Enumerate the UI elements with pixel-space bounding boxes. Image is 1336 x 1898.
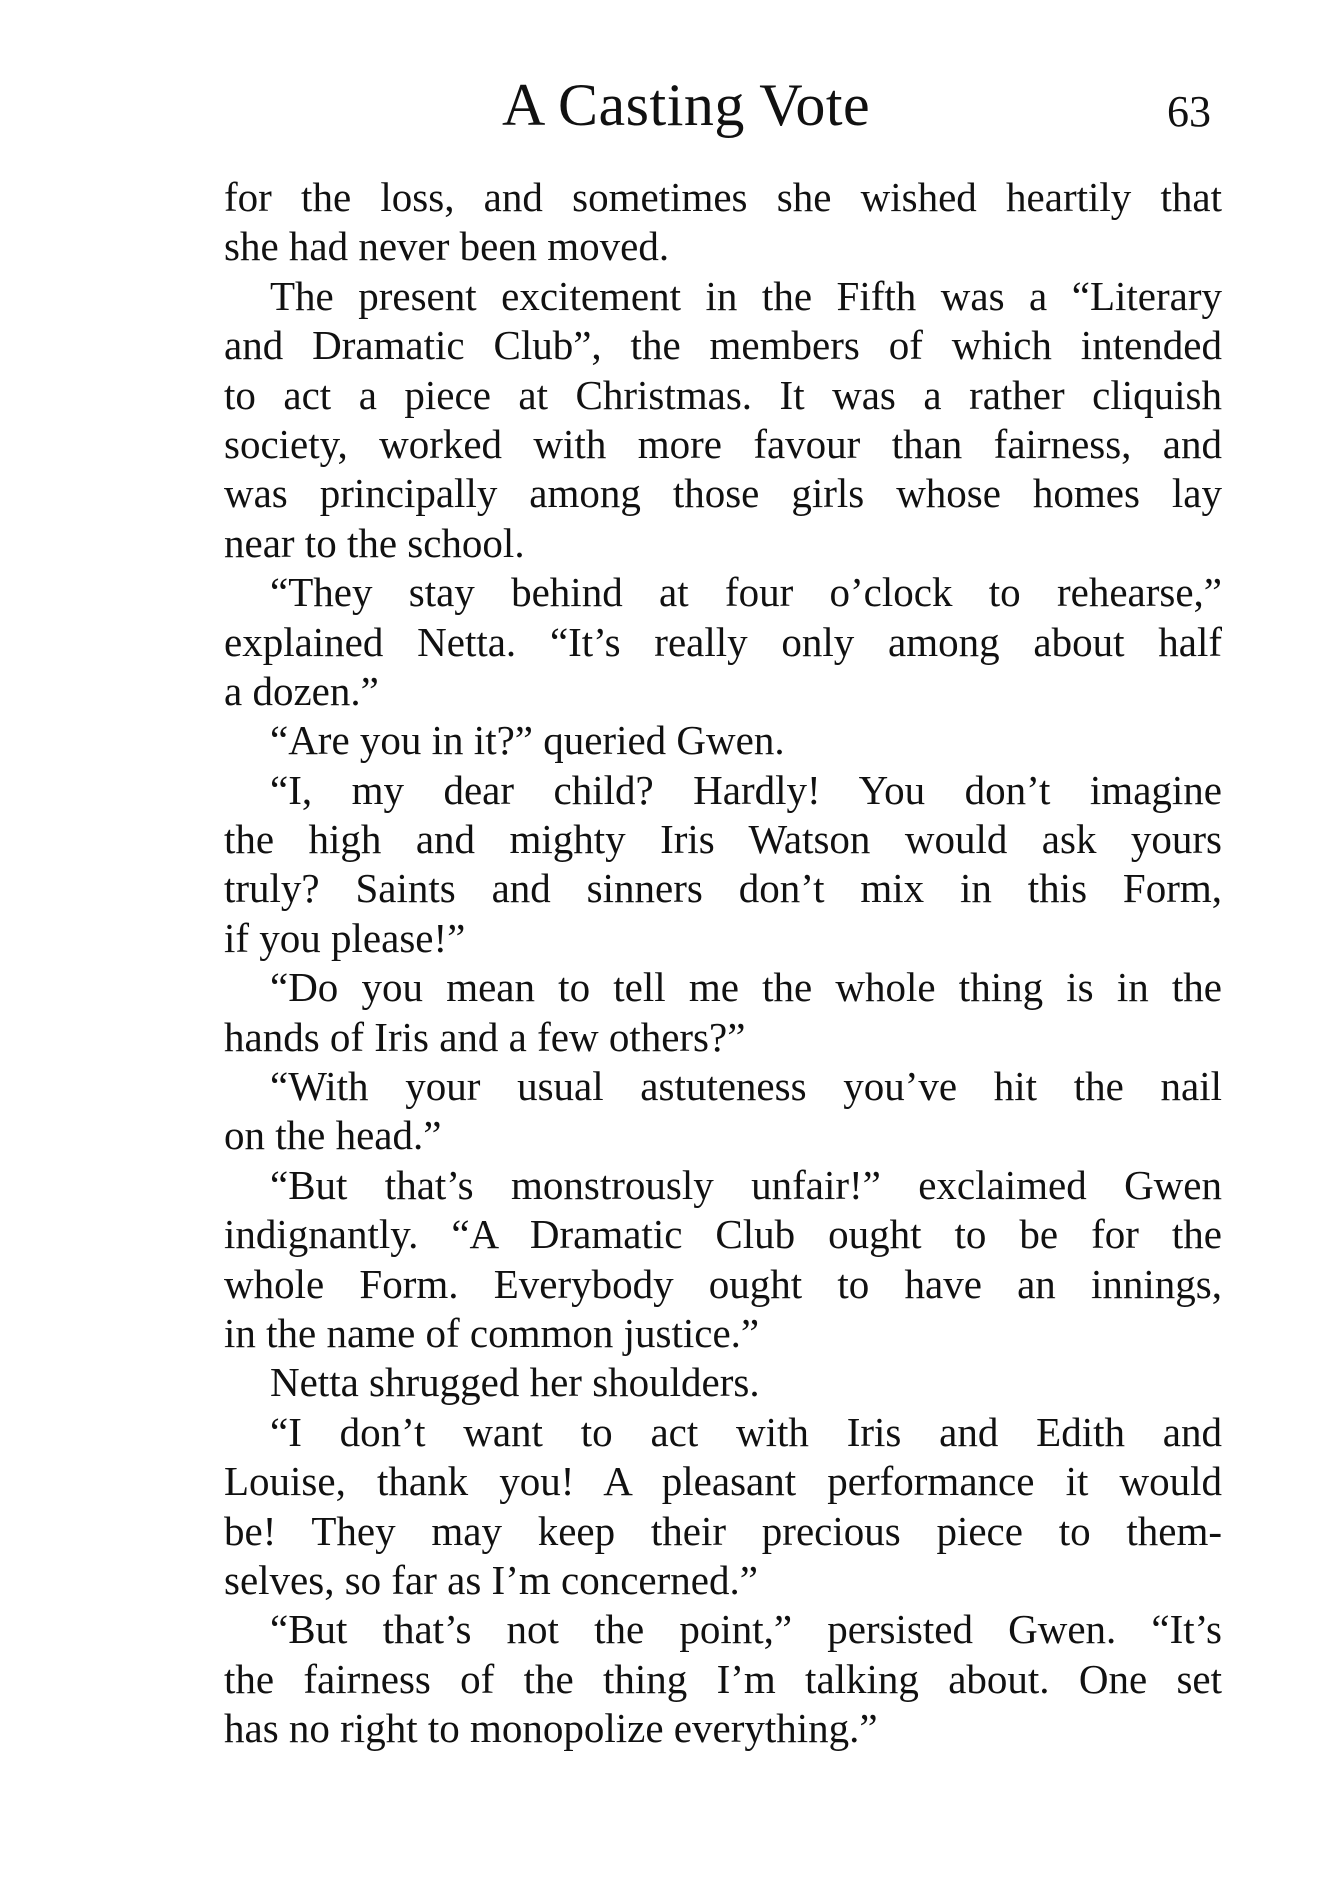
- text-line: Netta shrugged her shoulders.: [270, 1359, 760, 1406]
- text-line: explained Netta. “It’s really only among about half: [224, 618, 1222, 665]
- running-title: A Casting Vote: [502, 72, 871, 138]
- text-line: for the loss, and sometimes she wished heartily that: [224, 174, 1222, 220]
- text-line: selves, so far as I’m concerned.”: [224, 1556, 758, 1603]
- text-line: be! They may keep their precious piece to them-: [224, 1507, 1222, 1554]
- text-line: Louise, thank you! A pleasant performance it would: [224, 1458, 1222, 1505]
- text-line: “They stay behind at four o’clock to rehearse,”: [270, 569, 1222, 616]
- text-line: was principally among those girls whose homes lay: [224, 470, 1222, 517]
- text-line: in the name of common justice.”: [224, 1309, 760, 1356]
- text-line: “Are you in it?” queried Gwen.: [270, 717, 785, 764]
- text-line: indignantly. “A Dramatic Club ought to be for the: [224, 1211, 1222, 1258]
- text-line: the fairness of the thing I’m talking about. One set: [224, 1655, 1222, 1702]
- text-line: “But that’s not the point,” persisted Gwen. “It’s: [270, 1606, 1222, 1653]
- text-line: society, worked with more favour than fairness, and: [224, 420, 1222, 467]
- page-number: 63: [1167, 87, 1211, 136]
- text-line: truly? Saints and sinners don’t mix in this Form,: [224, 865, 1222, 912]
- text-line: “I, my dear child? Hardly! You don’t imagine: [270, 766, 1222, 813]
- text-line: “With your usual astuteness you’ve hit the nail: [270, 1063, 1222, 1110]
- text-line: on the head.”: [224, 1112, 442, 1159]
- text-line: whole Form. Everybody ought to have an innings,: [224, 1260, 1222, 1307]
- text-line: if you please!”: [224, 914, 466, 961]
- text-line: she had never been moved.: [224, 223, 670, 270]
- text-line: The present excitement in the Fifth was a “Literary: [270, 272, 1222, 319]
- text-line: hands of Iris and a few others?”: [224, 1013, 746, 1060]
- text-line: “But that’s monstrously unfair!” exclaimed Gwen: [270, 1161, 1222, 1208]
- text-line: near to the school.: [224, 519, 525, 566]
- text-line: “Do you mean to tell me the whole thing is in the: [270, 964, 1222, 1011]
- text-line: a dozen.”: [224, 667, 379, 714]
- text-line: and Dramatic Club”, the members of which intended: [224, 322, 1222, 369]
- text-line: the high and mighty Iris Watson would ask yours: [224, 816, 1222, 863]
- text-line: “I don’t want to act with Iris and Edith and: [270, 1408, 1222, 1455]
- body-text: [224, 173, 1222, 1754]
- text-line: has no right to monopolize everything.”: [224, 1705, 878, 1752]
- text-line: to act a piece at Christmas. It was a rather cliquish: [224, 371, 1222, 418]
